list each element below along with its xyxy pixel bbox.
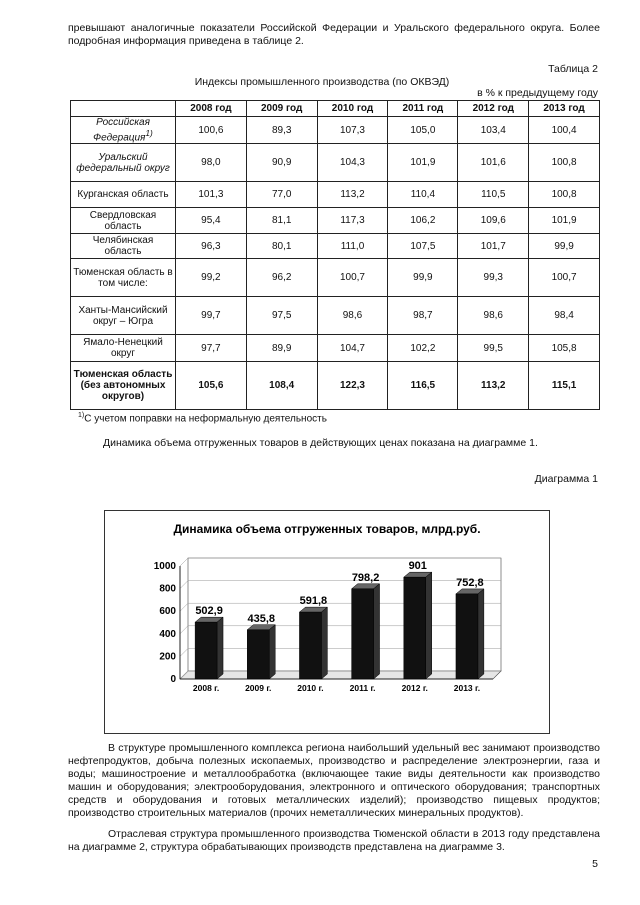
bar-value-label: 591,8	[299, 595, 328, 608]
y-tick-label: 800	[159, 583, 176, 595]
value-cell: 111,0	[317, 234, 388, 259]
value-cell: 80,1	[246, 234, 317, 259]
bar	[299, 612, 321, 679]
bar	[456, 594, 478, 679]
value-cell: 99,7	[176, 297, 247, 335]
table-header-cell: 2013 год	[529, 101, 600, 117]
value-cell: 89,3	[246, 117, 317, 144]
value-cell: 105,8	[529, 335, 600, 362]
chart-gridline-diagonal	[180, 603, 188, 611]
value-cell: 100,4	[529, 117, 600, 144]
table-header-cell: 2008 год	[176, 101, 247, 117]
x-tick-label: 2013 г.	[453, 683, 481, 693]
value-cell: 110,4	[388, 182, 458, 208]
footnote-text: С учетом поправки на неформальную деятельность	[84, 413, 327, 425]
value-cell: 105,0	[388, 117, 458, 144]
table-row	[71, 117, 600, 144]
value-cell: 81,1	[246, 208, 317, 234]
value-cell: 98,0	[176, 144, 247, 182]
value-cell: 95,4	[176, 208, 247, 234]
value-cell: 122,3	[317, 362, 388, 410]
x-tick-label: 2008 г.	[192, 683, 220, 693]
bar	[247, 630, 269, 679]
dynamics-paragraph: Динамика объема отгруженных товаров в действующих ценах показана на диаграмме 1.	[103, 437, 538, 449]
diagram-label: Диаграмма 1	[534, 473, 598, 485]
y-tick-label: 200	[159, 651, 176, 663]
bar-value-label: 502,9	[195, 605, 223, 618]
value-cell: 105,6	[176, 362, 247, 410]
value-cell: 100,7	[317, 259, 388, 297]
bar-side	[321, 607, 327, 679]
value-cell: 96,3	[176, 234, 247, 259]
footnote-mark: 1)	[78, 412, 85, 419]
value-cell: 100,7	[529, 259, 600, 297]
bar-value-label: 798,2	[351, 571, 380, 584]
value-cell: 113,2	[317, 182, 388, 208]
table-row	[71, 234, 600, 259]
chart-floor	[180, 671, 501, 679]
bar-side	[478, 589, 484, 679]
value-cell: 109,6	[458, 208, 529, 234]
table-row	[71, 259, 600, 297]
table-title: Индексы промышленного производства (по ОКВЭД)	[194, 76, 450, 88]
shipment-chart-frame	[104, 510, 550, 734]
value-cell: 99,9	[529, 234, 600, 259]
bar	[404, 577, 426, 679]
y-tick-label: 400	[159, 628, 176, 640]
value-cell: 89,9	[246, 335, 317, 362]
region-cell: Уральский федеральный округ	[71, 144, 176, 182]
value-cell: 107,5	[388, 234, 458, 259]
x-tick-label: 2009 г.	[245, 683, 272, 693]
bar-side	[217, 617, 223, 679]
value-cell: 113,2	[458, 362, 529, 410]
table-header-corner	[71, 101, 176, 117]
value-cell: 101,9	[529, 208, 600, 234]
y-tick-label: 0	[170, 674, 176, 685]
value-cell: 99,3	[458, 259, 529, 297]
value-cell: 96,2	[246, 259, 317, 297]
value-cell: 100,6	[176, 117, 247, 144]
region-cell: Курганская область	[71, 182, 176, 208]
table-total-row	[71, 362, 600, 410]
table-row	[71, 297, 600, 335]
bar-side	[269, 625, 275, 679]
footnote-ref: 1)	[145, 128, 153, 138]
region-cell: Ямало-Ненецкий округ	[71, 335, 176, 362]
structure-paragraph: В структуре промышленного комплекса региона наибольший удельный вес занимают производство нефтепродуктов, добыча полезных ископаемых, производство и распределение электроэнергии, газа и воды; машиностроение и металлообработка (включающее такие виды деятельности как производство машин и оборудования; электрооборудования, электронного и оптического оборудования; транспортных средств и оборудования и готовых металлических изделий); производство пищевых продуктов; производство строительных материалов (прочих неметаллических минеральных продуктов).	[68, 742, 600, 819]
value-cell: 110,5	[458, 182, 529, 208]
table-header-cell: 2010 год	[317, 101, 388, 117]
chart-gridline-diagonal	[180, 648, 188, 656]
y-tick-label: 600	[159, 606, 176, 618]
bar	[195, 622, 217, 679]
value-cell: 115,1	[529, 362, 600, 410]
page-number: 5	[592, 858, 598, 870]
table-row	[71, 208, 600, 234]
table-row	[71, 182, 600, 208]
value-cell: 100,8	[529, 144, 600, 182]
bar-value-label: 901	[408, 560, 427, 573]
chart-title: Динамика объема отгруженных товаров, млрд.руб.	[173, 522, 481, 536]
x-tick-label: 2011 г.	[349, 683, 376, 693]
table-header-cell: 2011 год	[388, 101, 458, 117]
y-tick-label: 1000	[153, 561, 176, 572]
value-cell: 104,3	[317, 144, 388, 182]
table-row	[71, 335, 600, 362]
intro-paragraph: превышают аналогичные показатели Российской Федерации и Уральского федерального округа. Более подробная информация приведена в таблице 2.	[68, 22, 600, 47]
value-cell: 106,2	[388, 208, 458, 234]
value-cell: 98,6	[317, 297, 388, 335]
table-footnote	[78, 412, 327, 424]
bar	[352, 589, 374, 679]
region-cell: Челябинская область	[71, 234, 176, 259]
value-cell: 99,9	[388, 259, 458, 297]
value-cell: 99,2	[176, 259, 247, 297]
value-cell: 100,8	[529, 182, 600, 208]
value-cell: 101,6	[458, 144, 529, 182]
value-cell: 101,9	[388, 144, 458, 182]
value-cell: 98,7	[388, 297, 458, 335]
bar-side	[426, 572, 432, 679]
value-cell: 97,5	[246, 297, 317, 335]
chart-gridline-diagonal	[180, 558, 188, 566]
value-cell: 102,2	[388, 335, 458, 362]
value-cell: 107,3	[317, 117, 388, 144]
value-cell: 90,9	[246, 144, 317, 182]
table-header-cell: 2009 год	[246, 101, 317, 117]
region-cell: Свердловская область	[71, 208, 176, 234]
table-row	[71, 144, 600, 182]
value-cell: 101,3	[176, 182, 247, 208]
chart-gridline-diagonal	[180, 581, 188, 589]
table-header-cell: 2012 год	[458, 101, 529, 117]
value-cell: 104,7	[317, 335, 388, 362]
value-cell: 101,7	[458, 234, 529, 259]
shipment-chart	[105, 511, 549, 733]
industrial-index-table	[70, 100, 600, 410]
chart-gridline-diagonal	[180, 626, 188, 634]
value-cell: 108,4	[246, 362, 317, 410]
region-cell	[71, 117, 176, 144]
branch-paragraph: Отраслевая структура промышленного производства Тюменской области в 2013 году представлена на диаграмме 2, структура обрабатывающих производств представлена на диаграмме 3.	[68, 828, 600, 853]
region-cell: Ханты-Мансийский округ – Югра	[71, 297, 176, 335]
value-cell: 103,4	[458, 117, 529, 144]
bar-side	[374, 584, 380, 679]
region-name: Российская Федерация	[93, 117, 150, 144]
value-cell: 98,6	[458, 297, 529, 335]
value-cell: 116,5	[388, 362, 458, 410]
x-tick-label: 2012 г.	[401, 683, 428, 693]
bar-value-label: 435,8	[247, 612, 276, 625]
chart-back-wall	[188, 558, 501, 671]
x-tick-label: 2010 г.	[297, 683, 324, 693]
value-cell: 99,5	[458, 335, 529, 362]
region-cell: Тюменская область (без автономных округов)	[71, 362, 176, 410]
value-cell: 98,4	[529, 297, 600, 335]
value-cell: 97,7	[176, 335, 247, 362]
value-cell: 117,3	[317, 208, 388, 234]
value-cell: 77,0	[246, 182, 317, 208]
table-header-row	[71, 101, 600, 117]
region-cell: Тюменская область в том числе:	[71, 259, 176, 297]
table-unit: в % к предыдущему году	[477, 87, 598, 99]
table-number-label: Таблица 2	[548, 63, 598, 75]
bar-value-label: 752,8	[456, 576, 484, 589]
